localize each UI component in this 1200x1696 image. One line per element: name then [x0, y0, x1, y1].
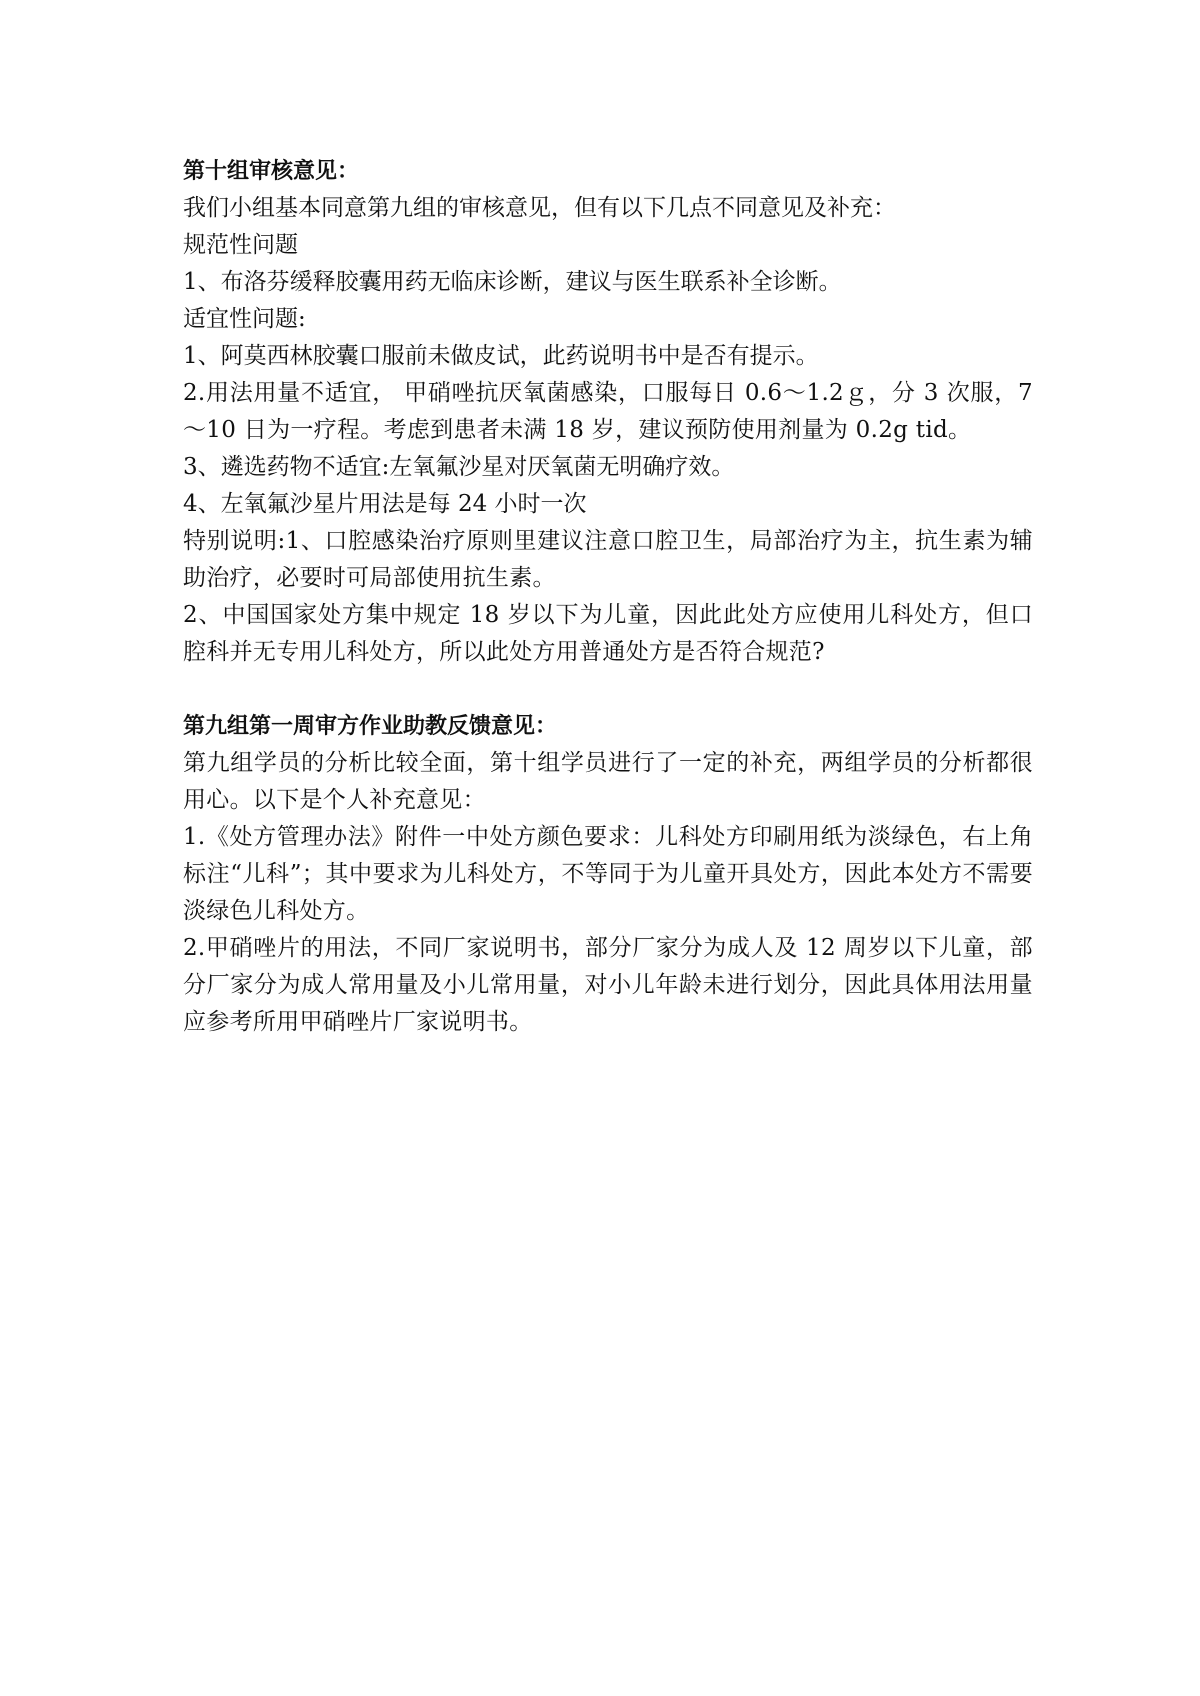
norm-heading: 规范性问题 [183, 232, 298, 258]
section-divider-space [183, 671, 1033, 708]
special-note-1: 特别说明:1、口腔感染治疗原则里建议注意口腔卫生，局部治疗为主，抗生素为辅助治疗，必要时可局部使用抗生素。 [183, 528, 1033, 591]
document-body [183, 153, 1033, 1041]
suit-item-4: 4、左氧氟沙星片用法是每 24 小时一次 [183, 491, 587, 517]
suit-item-1: 1、阿莫西林胶囊口服前未做皮试，此药说明书中是否有提示。 [183, 343, 819, 369]
special-note-2: 2、中国国家处方集中规定 18 岁以下为儿童，因此此处方应使用儿科处方，但口腔科并无专用儿科处方，所以此处方用普通处方是否符合规范? [183, 602, 1033, 665]
norm-item-1: 1、布洛芬缓释胶囊用药无临床诊断，建议与医生联系补全诊断。 [183, 269, 842, 295]
section-2-title: 第九组第一周审方作业助教反馈意见： [183, 714, 558, 739]
section-1-title: 第十组审核意见： [183, 159, 360, 184]
feedback-item-2: 2.甲硝唑片的用法，不同厂家说明书，部分厂家分为成人及 12 周岁以下儿童，部分厂家分为成人常用量及小儿常用量，对小儿年龄未进行划分，因此具体用法用量应参考所用甲硝唑片厂家说明书。 [183, 935, 1033, 1035]
section-2-intro: 第九组学员的分析比较全面，第十组学员进行了一定的补充，两组学员的分析都很用心。以下是个人补充意见： [183, 750, 1033, 813]
section-1-intro: 我们小组基本同意第九组的审核意见，但有以下几点不同意见及补充： [183, 195, 896, 221]
suit-item-3: 3、遴选药物不适宜:左氧氟沙星对厌氧菌无明确疗效。 [183, 454, 735, 480]
suit-heading: 适宜性问题: [183, 306, 306, 332]
feedback-item-1: 1.《处方管理办法》附件一中处方颜色要求：儿科处方印刷用纸为淡绿色，右上角标注“儿科”；其中要求为儿科处方，不等同于为儿童开具处方，因此本处方不需要淡绿色儿科处方。 [183, 824, 1033, 924]
suit-item-2: 2.用法用量不适宜， 甲硝唑抗厌氧菌感染，口服每日 0.6～1.2ｇ，分 3 次服，7～10 日为一疗程。考虑到患者未满 18 岁，建议预防使用剂量为 0.2g tid。 [183, 380, 1033, 443]
